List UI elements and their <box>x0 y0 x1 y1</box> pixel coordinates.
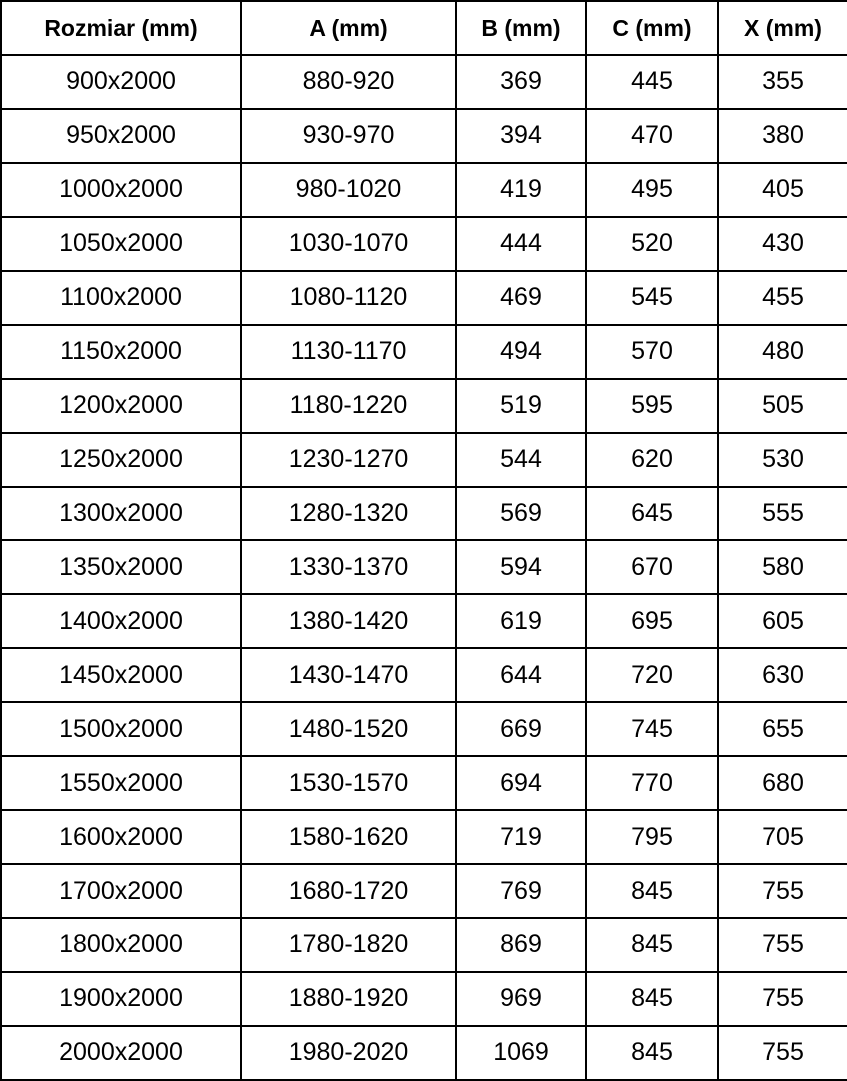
table-cell: 470 <box>586 109 718 163</box>
table-cell: 720 <box>586 648 718 702</box>
table-cell: 445 <box>586 55 718 109</box>
table-cell: 1180-1220 <box>241 379 456 433</box>
table-cell: 880-920 <box>241 55 456 109</box>
table-cell: 745 <box>586 702 718 756</box>
table-row <box>1 918 847 972</box>
table-cell: 1050x2000 <box>1 217 241 271</box>
table-cell: 1880-1920 <box>241 972 456 1026</box>
table-cell: 1280-1320 <box>241 487 456 541</box>
table-cell: 394 <box>456 109 586 163</box>
table-row <box>1 163 847 217</box>
table-row <box>1 109 847 163</box>
table-cell: 1480-1520 <box>241 702 456 756</box>
table-row <box>1 540 847 594</box>
table-cell: 469 <box>456 271 586 325</box>
table-cell: 1030-1070 <box>241 217 456 271</box>
column-header-a: A (mm) <box>241 1 456 55</box>
table-row <box>1 702 847 756</box>
table-cell: 980-1020 <box>241 163 456 217</box>
table-row <box>1 1026 847 1080</box>
table-cell: 1500x2000 <box>1 702 241 756</box>
column-header-x: X (mm) <box>718 1 847 55</box>
table-row <box>1 433 847 487</box>
table-cell: 495 <box>586 163 718 217</box>
table-cell: 1130-1170 <box>241 325 456 379</box>
table-row <box>1 648 847 702</box>
table-cell: 1150x2000 <box>1 325 241 379</box>
table-cell: 545 <box>586 271 718 325</box>
table-cell: 845 <box>586 1026 718 1080</box>
table-cell: 1430-1470 <box>241 648 456 702</box>
table-cell: 520 <box>586 217 718 271</box>
table-cell: 1000x2000 <box>1 163 241 217</box>
table-cell: 900x2000 <box>1 55 241 109</box>
table-cell: 595 <box>586 379 718 433</box>
table-row <box>1 864 847 918</box>
table-cell: 845 <box>586 972 718 1026</box>
table-cell: 419 <box>456 163 586 217</box>
table-cell: 969 <box>456 972 586 1026</box>
table-cell: 719 <box>456 810 586 864</box>
table-cell: 1200x2000 <box>1 379 241 433</box>
table-row <box>1 756 847 810</box>
table-cell: 1700x2000 <box>1 864 241 918</box>
table-cell: 1450x2000 <box>1 648 241 702</box>
table-row <box>1 379 847 433</box>
table-cell: 1380-1420 <box>241 594 456 648</box>
table-cell: 1230-1270 <box>241 433 456 487</box>
table-row <box>1 972 847 1026</box>
table-cell: 795 <box>586 810 718 864</box>
table-cell: 655 <box>718 702 847 756</box>
table-cell: 2000x2000 <box>1 1026 241 1080</box>
table-cell: 405 <box>718 163 847 217</box>
table-cell: 669 <box>456 702 586 756</box>
table-cell: 755 <box>718 918 847 972</box>
table-cell: 1069 <box>456 1026 586 1080</box>
table-row <box>1 594 847 648</box>
table-cell: 1980-2020 <box>241 1026 456 1080</box>
table-cell: 695 <box>586 594 718 648</box>
table-row <box>1 325 847 379</box>
table-cell: 755 <box>718 1026 847 1080</box>
table-cell: 845 <box>586 864 718 918</box>
table-cell: 630 <box>718 648 847 702</box>
table-cell: 1330-1370 <box>241 540 456 594</box>
table-row <box>1 217 847 271</box>
table-cell: 380 <box>718 109 847 163</box>
table-row <box>1 810 847 864</box>
table-cell: 769 <box>456 864 586 918</box>
table-header <box>1 1 847 55</box>
table-cell: 570 <box>586 325 718 379</box>
column-header-rozmiar: Rozmiar (mm) <box>1 1 241 55</box>
table-cell: 930-970 <box>241 109 456 163</box>
table-cell: 569 <box>456 487 586 541</box>
table-cell: 645 <box>586 487 718 541</box>
table-cell: 1780-1820 <box>241 918 456 972</box>
table-cell: 1900x2000 <box>1 972 241 1026</box>
table-cell: 1800x2000 <box>1 918 241 972</box>
table-cell: 644 <box>456 648 586 702</box>
table-cell: 694 <box>456 756 586 810</box>
table-cell: 580 <box>718 540 847 594</box>
table-cell: 680 <box>718 756 847 810</box>
table-cell: 845 <box>586 918 718 972</box>
table-cell: 1400x2000 <box>1 594 241 648</box>
table-cell: 1530-1570 <box>241 756 456 810</box>
table-cell: 1250x2000 <box>1 433 241 487</box>
table-cell: 755 <box>718 864 847 918</box>
table-cell: 544 <box>456 433 586 487</box>
table-cell: 1600x2000 <box>1 810 241 864</box>
table-cell: 950x2000 <box>1 109 241 163</box>
table-body <box>1 55 847 1080</box>
table-cell: 444 <box>456 217 586 271</box>
table-cell: 1080-1120 <box>241 271 456 325</box>
column-header-b: B (mm) <box>456 1 586 55</box>
table-cell: 770 <box>586 756 718 810</box>
table-cell: 455 <box>718 271 847 325</box>
table-cell: 494 <box>456 325 586 379</box>
table-header-row <box>1 1 847 55</box>
table-cell: 619 <box>456 594 586 648</box>
table-cell: 355 <box>718 55 847 109</box>
table-cell: 530 <box>718 433 847 487</box>
table-cell: 755 <box>718 972 847 1026</box>
table-cell: 605 <box>718 594 847 648</box>
table-cell: 369 <box>456 55 586 109</box>
table-cell: 670 <box>586 540 718 594</box>
table-cell: 430 <box>718 217 847 271</box>
table-cell: 1550x2000 <box>1 756 241 810</box>
column-header-c: C (mm) <box>586 1 718 55</box>
table-cell: 555 <box>718 487 847 541</box>
table-cell: 869 <box>456 918 586 972</box>
table-row <box>1 271 847 325</box>
table-cell: 1350x2000 <box>1 540 241 594</box>
table-cell: 505 <box>718 379 847 433</box>
table-cell: 594 <box>456 540 586 594</box>
table-cell: 1680-1720 <box>241 864 456 918</box>
table-cell: 519 <box>456 379 586 433</box>
table-row <box>1 55 847 109</box>
table-cell: 620 <box>586 433 718 487</box>
table-cell: 1100x2000 <box>1 271 241 325</box>
table-cell: 705 <box>718 810 847 864</box>
table-row <box>1 487 847 541</box>
table-cell: 480 <box>718 325 847 379</box>
table-cell: 1300x2000 <box>1 487 241 541</box>
table-cell: 1580-1620 <box>241 810 456 864</box>
